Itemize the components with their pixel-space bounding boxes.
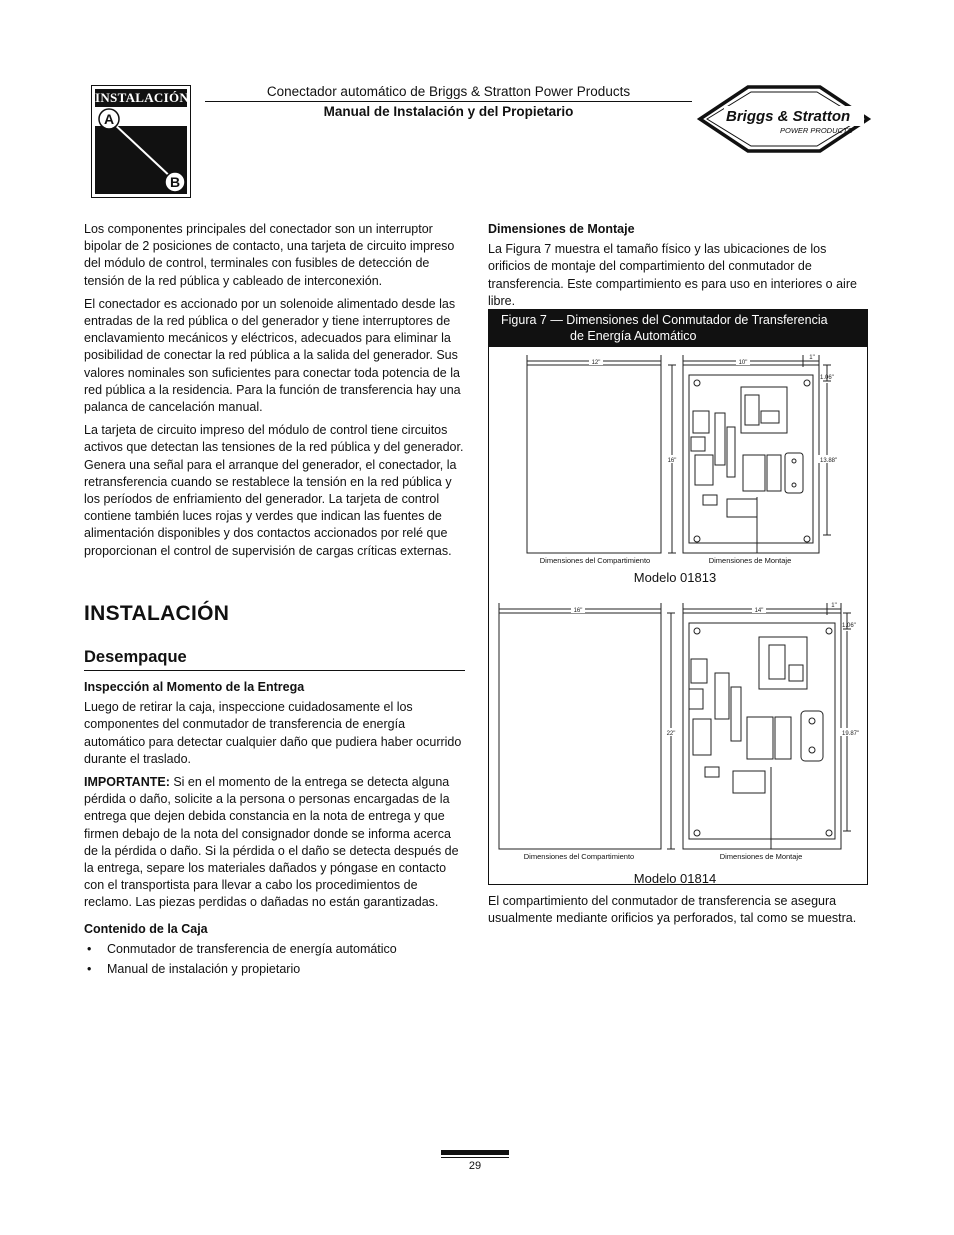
m1-dim-mount-top: 1.06"	[820, 375, 834, 381]
section-title: INSTALACIÓN	[84, 602, 230, 625]
figure-7	[488, 309, 868, 885]
subsection-divider	[84, 670, 465, 671]
model-01814-mounting	[683, 603, 851, 849]
page-number: 29	[468, 1160, 482, 1172]
contents-list	[84, 941, 465, 978]
m1-dim-width: 12"	[591, 360, 601, 366]
header-product-title: Conectador automático de Briggs & Stratton Power Products	[266, 84, 631, 99]
paragraph: El conectador es accionado por un solenoide alimentado desde las entradas de la red pública o del generador y tiene interruptores de enclavamiento mecánicos y eléctricos, adecuados para eliminar la posibilidad de conectar la red pública a la salida del generador. Sus valores nominales son suficientes para conectar toda potencia de la red pública a la residencia. Para la función de transferencia hay una palanca de cancelación manual.	[84, 296, 461, 415]
m1-model-name: Modelo 01813	[633, 570, 717, 585]
m2-dim-mount-margin: 1"	[831, 603, 837, 609]
inspection-paragraph: Luego de retirar la caja, inspeccione cuidadosamente el los componentes del conmutador de transferencia de energía automático para detectar cualquier daño que pudiera haber ocurrido durante el traslado.	[84, 700, 462, 766]
model-01813-mounting	[683, 355, 831, 553]
badge-point-a: A	[103, 111, 115, 127]
list-item: • Conmutador de transferencia de energía automático	[84, 941, 465, 958]
important-label: IMPORTANTE:	[84, 775, 170, 790]
m2-label-mounting: Dimensiones de Montaje	[719, 852, 803, 861]
model-01814-enclosure	[499, 603, 675, 849]
list-item: • Manual de instalación y propietario	[84, 961, 465, 978]
model-01813-enclosure	[527, 355, 676, 553]
m2-label-enclosure: Dimensiones del Compartimiento	[523, 852, 635, 861]
mounting-text	[488, 221, 869, 316]
header-divider	[205, 101, 692, 102]
logo-subtitle: POWER PRODUCTS	[780, 126, 853, 135]
figure-dimension-diagrams	[489, 347, 867, 885]
m2-dim-mount-height: 19.87"	[842, 731, 860, 737]
m1-dim-mount-height: 13.88"	[820, 458, 838, 464]
subsection-title: Desempaque	[84, 648, 187, 666]
m1-dim-height: 16"	[667, 458, 677, 464]
mount-paragraph: La Figura 7 muestra el tamaño físico y las ubicaciones de los orificios de montaje del compartimiento del conmutador de transferencia. Este compartimiento es para uso en interiores o aire libre.	[488, 242, 857, 308]
badge-a-to-b-icon	[92, 86, 190, 197]
footer-rule	[441, 1157, 509, 1158]
closing-paragraph: El compartimiento del conmutador de transferencia se asegura usualmente mediante orificios ya perforados, tal como se muestra.	[488, 894, 857, 926]
important-paragraph	[84, 774, 465, 912]
m2-dim-mount-width: 14"	[754, 608, 764, 614]
m1-label-mounting: Dimensiones de Montaje	[708, 556, 792, 565]
mount-heading: Dimensiones de Montaje	[488, 222, 635, 236]
m1-dim-mount-width: 10"	[738, 360, 748, 366]
footer-bar	[441, 1150, 509, 1155]
badge-label: INSTALACIÓN	[95, 90, 190, 105]
logo-name: Briggs & Stratton	[726, 108, 851, 125]
unpacking-text	[84, 679, 465, 981]
section-badge	[91, 85, 191, 198]
header-manual-title: Manual de Instalación y del Propietario	[323, 104, 574, 119]
closing-text	[488, 893, 869, 933]
briggs-stratton-logo	[696, 84, 872, 154]
contents-heading: Contenido de la Caja	[84, 921, 208, 936]
paragraph: Los componentes principales del conectador son un interruptor bipolar de 2 posiciones de contacto, una tarjeta de circuito impreso del módulo de control, terminales con fusibles de detección de tensión de la red pública y cableado de interconexión.	[84, 222, 455, 288]
important-text: Si en el momento de la entrega se detecta alguna pérdida o daño, solicite a la persona o personas encargadas de la entrega que dejen debida constancia en la nota de entrega y que firmen debajo de la nota del consignador donde se informa acerca de la pérdida o daño. Si la pérdida o el daño se detecta después de la entrega, separe los materiales dañados y póngase en contacto con el transportista para llevar a cabo los procedimientos de reclamo. Las piezas perdidas o dañadas no están garantizadas.	[84, 775, 459, 910]
paragraph: La tarjeta de circuito impreso del módulo de control tiene circuitos activos que detectan las tensiones de la red pública y del generador. Genera una señal para el arranque del generador, el conectador, la retransferencia cuando se restablece la tensión en la red pública y los períodos de enfriamiento del generador. La tarjeta de control contiene también luces rojas y verdes que indican las fuentes de alimentación disponibles y dos contactos accionados por relé que proporcionan el control de supervisión de cargas críticas externas.	[84, 423, 464, 558]
figure-caption-line1: Figura 7 — Dimensiones del Conmutador de Transferencia	[501, 313, 828, 327]
m2-dim-mount-top: 1.06"	[842, 623, 856, 629]
figure-caption-line2: de Energía Automático	[570, 329, 697, 343]
m2-dim-height: 22"	[666, 731, 676, 737]
intro-text	[84, 221, 465, 566]
m2-dim-width: 16"	[573, 608, 583, 614]
m1-dim-mount-margin: 1"	[809, 355, 815, 361]
m2-model-name: Modelo 01814	[633, 871, 717, 885]
m1-label-enclosure: Dimensiones del Compartimiento	[539, 556, 651, 565]
inspection-heading: Inspección al Momento de la Entrega	[84, 680, 305, 694]
figure-caption	[489, 310, 867, 347]
badge-point-b: B	[169, 174, 181, 190]
